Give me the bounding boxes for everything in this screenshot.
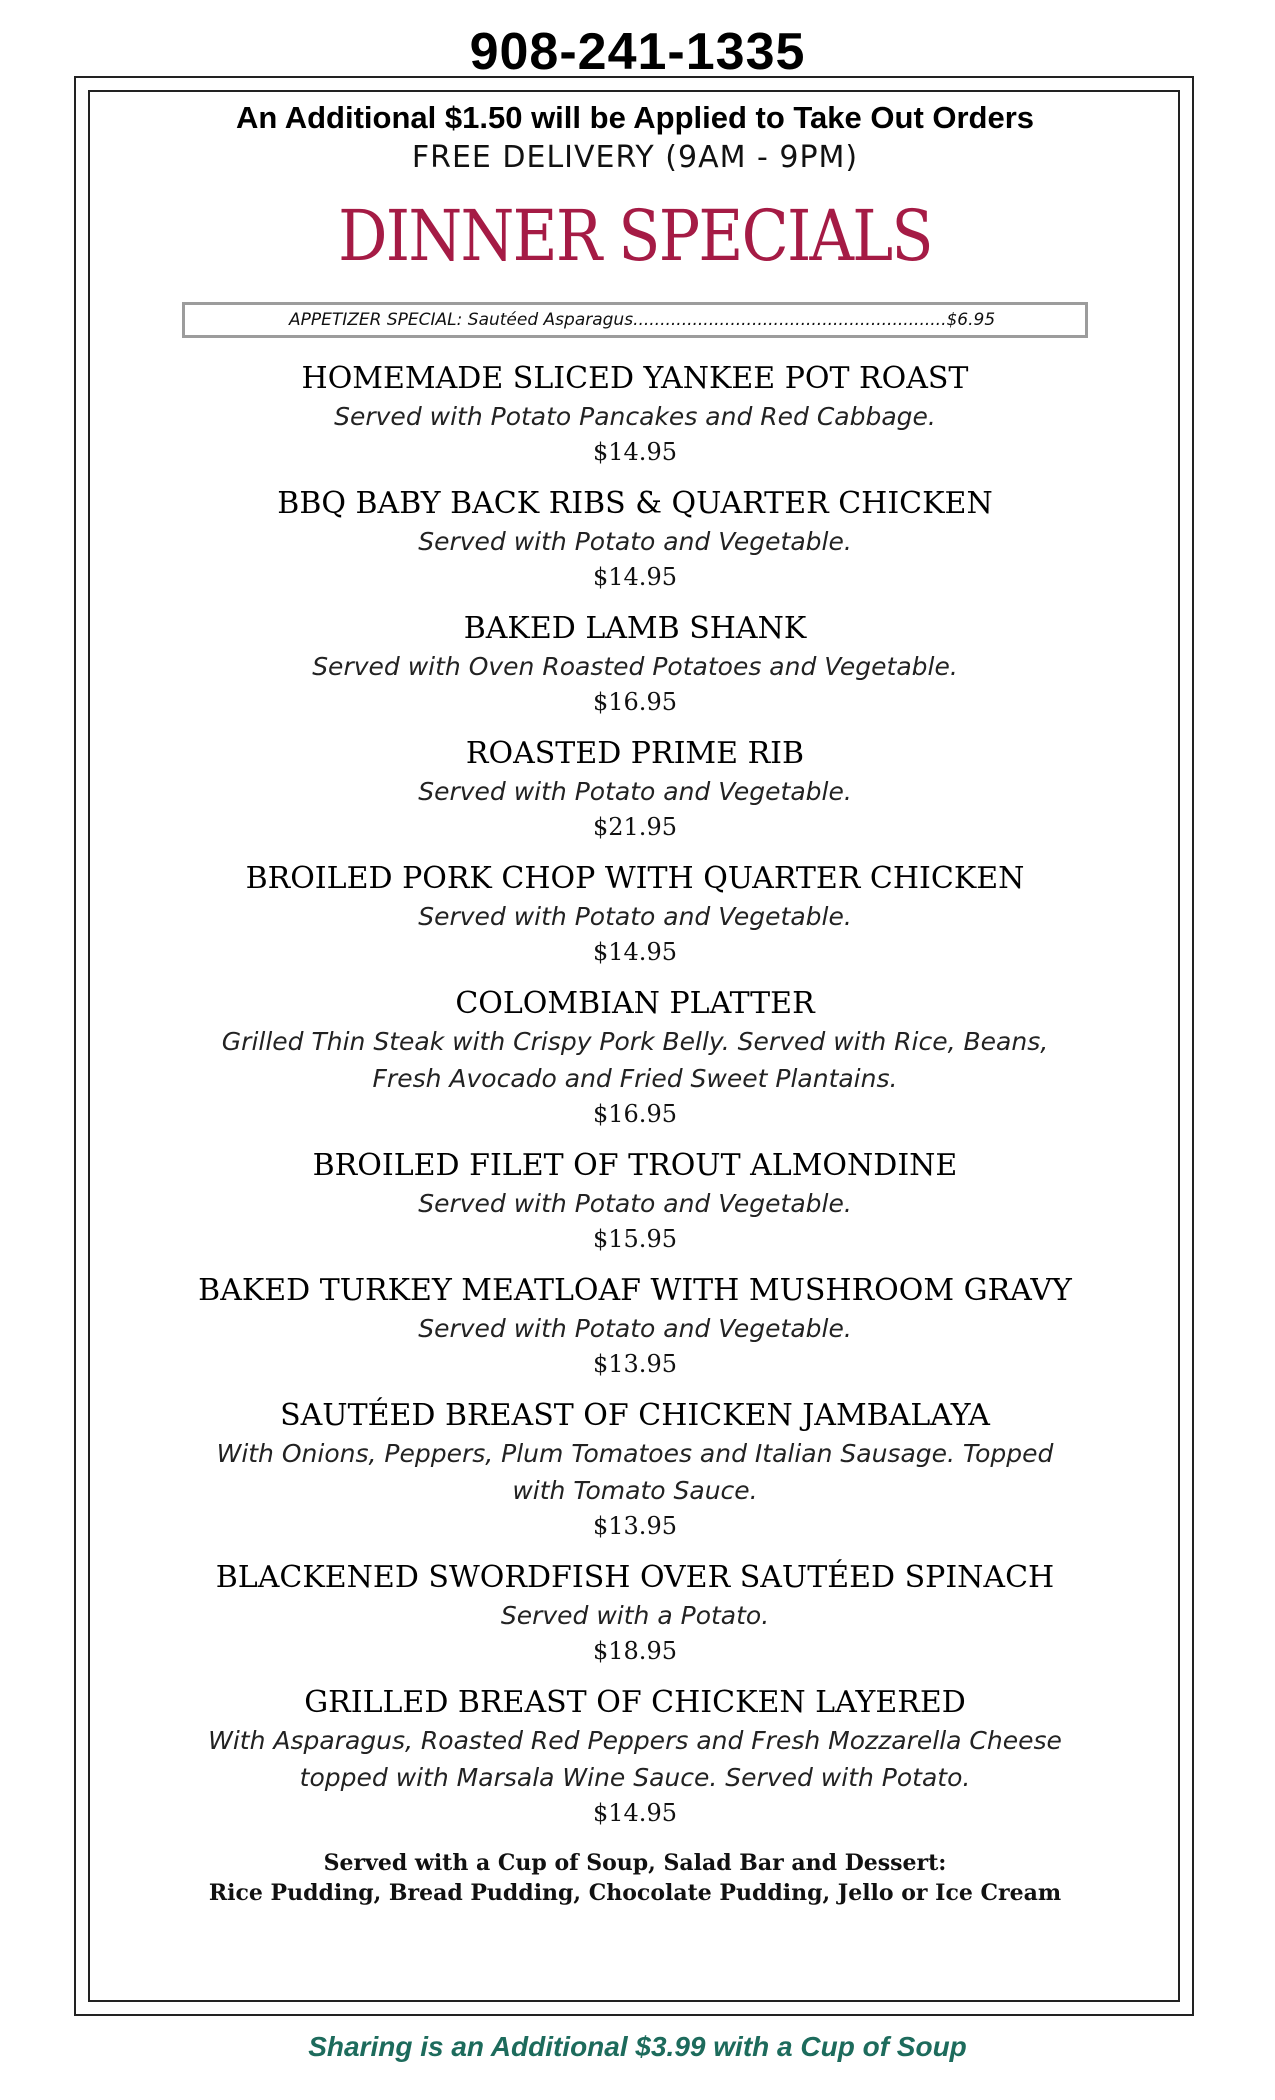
menu-item (100, 1272, 1170, 1381)
delivery-notice: FREE DELIVERY (9AM - 9PM) (411, 140, 859, 175)
menu-items (100, 360, 1170, 1830)
menu-item-description: Served with Potato and Vegetable. (418, 902, 852, 931)
menu-item-price: $13.95 (593, 1350, 677, 1378)
menu-item-description: Served with a Potato. (500, 1601, 770, 1630)
phone-number: 908-241-1335 (469, 23, 806, 81)
menu-item-name: BBQ BABY BACK RIBS & QUARTER CHICKEN (277, 486, 993, 521)
menu-item-name: BAKED TURKEY MEATLOAF WITH MUSHROOM GRAVY (198, 1273, 1072, 1308)
menu-item-description: Served with Potato and Vegetable. (418, 527, 852, 556)
menu-item-name: HOMEMADE SLICED YANKEE POT ROAST (301, 361, 969, 396)
appetizer-price: $6.95 (946, 310, 996, 330)
appetizer-dots: .......................................................... (633, 310, 947, 330)
sharing-notice: Sharing is an Additional $3.99 with a Cup of Soup (308, 2031, 967, 2062)
menu-item-price: $21.95 (593, 813, 677, 841)
menu-item (100, 1559, 1170, 1668)
menu-item-description: Served with Potato Pancakes and Red Cabbage. (334, 402, 936, 431)
menu-title: DINNER SPECIALS (338, 195, 932, 277)
menu-item (100, 610, 1170, 719)
menu-item-price: $14.95 (593, 438, 677, 466)
takeout-notice: An Additional $1.50 will be Applied to Take Out Orders (235, 100, 1035, 135)
menu-item-price: $15.95 (593, 1225, 677, 1253)
menu-item (100, 360, 1170, 469)
menu-item (100, 1397, 1170, 1543)
menu-item (100, 860, 1170, 969)
menu-content (100, 96, 1170, 1908)
menu-item-description: Served with Potato and Vegetable. (418, 777, 852, 806)
menu-item (100, 985, 1170, 1131)
menu-item (100, 1684, 1170, 1830)
menu-item-name: GRILLED BREAST OF CHICKEN LAYERED (304, 1685, 966, 1720)
appetizer-special (182, 302, 1088, 338)
menu-item-description: Grilled Thin Steak with Crispy Pork Belly. Served with Rice, Beans, Fresh Avocado and Fried Sweet Plantains. (221, 1027, 1049, 1093)
menu-item (100, 1147, 1170, 1256)
menu-item-price: $14.95 (593, 1799, 677, 1827)
menu-item-price: $13.95 (593, 1512, 677, 1540)
menu-item (100, 735, 1170, 844)
menu-item-price: $14.95 (593, 938, 677, 966)
menu-item-name: BLACKENED SWORDFISH OVER SAUTÉED SPINACH (215, 1560, 1055, 1595)
menu-item-name: COLOMBIAN PLATTER (455, 986, 815, 1021)
menu-item-name: SAUTÉED BREAST OF CHICKEN JAMBALAYA (280, 1398, 990, 1433)
included-sides-line-2: Rice Pudding, Bread Pudding, Chocolate Pudding, Jello or Ice Cream (208, 1880, 1062, 1906)
menu-item-name: BAKED LAMB SHANK (463, 611, 807, 646)
included-sides-line-1: Served with a Cup of Soup, Salad Bar and Dessert: (323, 1850, 947, 1876)
menu-item-price: $16.95 (593, 1100, 677, 1128)
appetizer-label: APPETIZER SPECIAL: Sautéed Asparagus (289, 310, 634, 330)
menu-item-name: ROASTED PRIME RIB (465, 736, 805, 771)
menu-item-name: BROILED FILET OF TROUT ALMONDINE (312, 1148, 958, 1183)
menu-item-price: $14.95 (593, 563, 677, 591)
menu-item-price: $18.95 (593, 1637, 677, 1665)
menu-item-description: Served with Potato and Vegetable. (418, 1314, 852, 1343)
menu-item-price: $16.95 (593, 688, 677, 716)
menu-item-description: With Asparagus, Roasted Red Peppers and Fresh Mozzarella Cheese topped with Marsala Wine Sauce. Served with Potato. (208, 1726, 1062, 1792)
included-sides-note (100, 1848, 1170, 1908)
menu-item-description: Served with Potato and Vegetable. (418, 1189, 852, 1218)
menu-item (100, 485, 1170, 594)
menu-item-description: With Onions, Peppers, Plum Tomatoes and Italian Sausage. Topped with Tomato Sauce. (216, 1439, 1054, 1505)
menu-item-description: Served with Oven Roasted Potatoes and Vegetable. (312, 652, 958, 681)
menu-item-name: BROILED PORK CHOP WITH QUARTER CHICKEN (245, 861, 1025, 896)
